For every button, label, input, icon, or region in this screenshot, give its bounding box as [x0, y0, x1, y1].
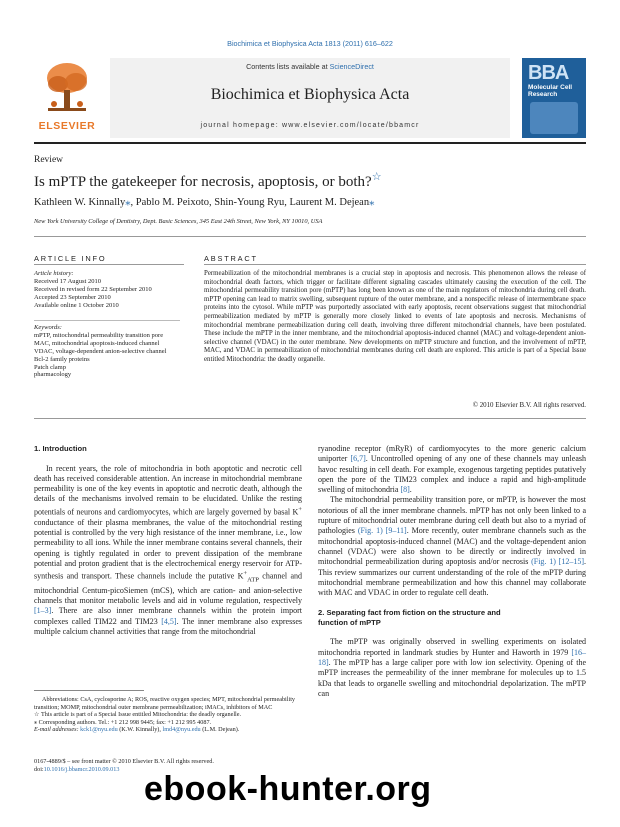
author-affiliation: New York University College of Dentistry, Dept. Basic Sciences, 345 East 24th Street, New York, NY 10010, USA: [34, 218, 323, 225]
citation-link[interactable]: (Fig. 1) [12–15]: [531, 557, 584, 567]
history-item: Received 17 August 2010: [34, 277, 101, 285]
cover-subtitle-line-1: Molecular Cell: [528, 84, 573, 91]
body-text: . This review summarizes our current understanding of the role of the mPTP during mitochondrial membrane permeabilization and how this channel may collaborate with MAC and VDAC in order to regulate cell death.: [318, 557, 586, 598]
author-name[interactable]: Kathleen W. Kinnally: [34, 197, 126, 208]
header-divider: [34, 236, 586, 237]
history-item: Accepted 23 September 2010: [34, 293, 111, 301]
body-paragraph: [318, 495, 586, 598]
doi-label: doi:: [34, 765, 44, 773]
keyword-item: VDAC, voltage-dependent anion-selective channel: [34, 347, 167, 355]
keyword-item: pharmacology: [34, 371, 72, 379]
email-link[interactable]: kck1@nyu.edu: [80, 726, 118, 733]
title-footnote-star[interactable]: ☆: [371, 171, 382, 183]
email-footnote: [34, 726, 302, 734]
publisher-name: ELSEVIER: [38, 120, 96, 132]
cover-artwork: [530, 102, 578, 134]
body-text: . The mPTP has a large caliper pore with low ion selectivity. Opening of the mPTP increases the permeability of the inner membrane for molecules up to 1.5 kDa that leads to organelle swelling and mitochondrial depolarization. The mPTP can: [318, 658, 586, 698]
author-name[interactable]: Shin-Young Ryu: [214, 197, 285, 208]
keyword-item: MAC, mitochondrial apoptosis-induced channel: [34, 339, 160, 347]
body-paragraph: [318, 444, 586, 495]
abstract-bottom-divider: [34, 418, 586, 419]
footnote-star: ☆: [34, 711, 40, 718]
abstract-copyright: © 2010 Elsevier B.V. All rights reserved.: [472, 402, 586, 409]
section-heading-introduction: 1. Introduction: [34, 444, 87, 453]
contents-prefix: Contents lists available at: [246, 62, 330, 71]
article-info-heading: ARTICLE INFO: [34, 254, 107, 263]
author-list: [34, 196, 374, 208]
corresponding-author-mark[interactable]: ⁎: [125, 197, 131, 208]
citation-link[interactable]: [8]: [400, 485, 410, 495]
email-link[interactable]: lmd4@nyu.edu: [162, 726, 201, 733]
front-matter-line: 0167-4889/$ – see front matter © 2010 Elsevier B.V. All rights reserved.: [34, 758, 214, 765]
article-type: Review: [34, 155, 64, 165]
section-heading-2-line-1: 2. Separating fact from fiction on the structure and: [318, 608, 501, 618]
citation-link[interactable]: [1–3]: [34, 606, 52, 616]
body-text: . The inner membrane also expresses multiple calcium channel activities that range from the mitochondrial: [34, 616, 302, 636]
footnotes: [34, 696, 302, 734]
email-label: E-mail addresses:: [34, 726, 81, 733]
body-paragraph: [34, 464, 302, 638]
cover-title: BBA: [528, 62, 569, 84]
body-text: In recent years, the role of mitochondria in both apoptotic and necrotic cell death has received considerable attention. An increase in mitochondrial membrane permeability is one of the key events in apoptotic and necrotic death, although the details of the mechanisms involved remain to be elucidated. Unlike the resting potentials of neurons and cardiomyocytes, which are largely governed by basal K: [34, 463, 302, 517]
abstract-rule: [204, 264, 586, 265]
article-title: [34, 170, 382, 191]
email-owner: (K.W. Kinnally),: [117, 726, 163, 733]
author-name[interactable]: Pablo M. Peixoto: [135, 197, 209, 208]
special-issue-footnote: [34, 711, 302, 719]
author-separator: ,: [130, 197, 136, 208]
footnote-divider: [34, 690, 144, 691]
contents-line: [110, 62, 510, 71]
history-item: Available online 1 October 2010: [34, 301, 119, 309]
keyword-item: Patch clamp: [34, 363, 66, 371]
masthead-divider: [34, 142, 586, 144]
journal-homepage[interactable]: journal homepage: www.elsevier.com/locate/bbamcr: [200, 122, 420, 129]
cover-subtitle-line-2: Research: [528, 91, 558, 98]
keywords-divider: [34, 320, 180, 321]
section-heading-2: [318, 608, 586, 627]
body-paragraph: [318, 637, 586, 699]
section-heading-2-line-2: function of mPTP: [318, 617, 381, 627]
citation-link[interactable]: [4,5]: [161, 616, 177, 626]
sciencedirect-link[interactable]: ScienceDirect: [329, 62, 374, 71]
citation-link[interactable]: [6,7]: [350, 454, 366, 464]
keywords-label: Keywords:: [34, 324, 62, 331]
footnote-asterisk: ⁎: [34, 718, 38, 726]
footnote-text: This article is part of a Special Issue entitled Mitochondria: the deadly organelle.: [39, 711, 242, 718]
journal-cover-image: [522, 58, 586, 138]
body-text: conductance of their plasma membranes, the value of the mitochondrial resting potential is controlled by the very high resistance of the inner membrane, i.e., low permeability to all ions. While the inner membrane contains several channels, their opening is tightly regulated in order to prevent dissipation of the membrane potential and proton gradient that is the electrochemical energy reservoir for ATP-synthesis and transport. These channels include the putative K: [34, 517, 302, 581]
body-text: . Uncontrolled opening of any one of these channels may unleash havoc resulting in cell death. For example, exogenous targeting peptides putatively open the pore of the TIM23 complex and induce a rapid and high-amplitude swelling of mitochondria: [318, 454, 586, 495]
author-separator: ,: [284, 197, 290, 208]
doi-link[interactable]: 10.1016/j.bbamcr.2010.09.013: [43, 765, 120, 773]
keyword-item: mPTP, mitochondrial permeability transition pore: [34, 331, 164, 339]
article-info-rule: [34, 264, 184, 265]
body-left-column: [34, 444, 302, 637]
subscript: ATP: [247, 576, 259, 584]
abstract-heading: ABSTRACT: [204, 254, 258, 263]
journal-title: Biochimica et Biophysica Acta: [210, 86, 410, 103]
author-separator: ,: [209, 197, 215, 208]
author-name[interactable]: Laurent M. Dejean: [289, 197, 370, 208]
body-text: ryanodine receptor (mRyR) of cardiomyocytes to the more generic calcium uniporter: [318, 444, 586, 464]
citation-link[interactable]: (Fig. 1) [9–11]: [357, 526, 407, 536]
article-title-text: Is mPTP the gatekeeper for necrosis, apoptosis, or both?: [34, 174, 372, 190]
history-item: Received in revised form 22 September 2010: [34, 285, 152, 293]
elsevier-logo: [34, 58, 100, 138]
corresponding-footnote: [34, 719, 302, 727]
body-text: The mitochondrial permeability transition pore, or mPTP, is however the most notorious of all the inner membrane channels. mPTP has not only been linked to a rupture of mitochondrial outer membrane during cell death but also to a myriad of pathologies: [318, 495, 586, 536]
email-owner: (L.M. Dejean).: [200, 726, 240, 733]
elsevier-tree-icon: [42, 60, 92, 116]
footnote-text: Corresponding authors. Tel.: +1 212 998 9445; fax: +1 212 995 4087.: [37, 718, 212, 726]
journal-masthead: [34, 58, 586, 138]
superscript: +: [298, 505, 302, 513]
body-text: channel and mitochondrial Centum-picoSiemen (mCS), which are cation- and anion-selective channels that monitor metabolic levels and aid in volume regulation, respectively: [34, 571, 302, 605]
abstract-text: Permeabilization of the mitochondrial membranes is a crucial step in apoptosis and necrosis. This phenomenon allows the release of mitochondrial death factors, which trigger or facilitate different signaling cascades ultimately causing the execution of the cell. The mitochondrial permeability transition pore (mPTP) has long been known as one of the main regulators of mitochondria during cell death. mPTP opening can lead to matrix swelling, subsequent rupture of the outer membrane, and a nonspecific release of intermembrane space proteins into the cytosol. While mPTP was purportedly associated with early apoptosis, recent observations suggest that mitochondrial permeabilization mediated by mPTP is generally more closely linked to events of late apoptosis and necrosis. Mechanisms of mitochondrial membrane permeabilization during cell death, involving three different mitochondrial channels, have been postulated. These include the mPTP in the inner membrane, and the mitochondrial apoptosis-induced channel (MAC) and voltage-dependent anion-selective channel (VDAC) in the outer membrane. New developments on mPTP structure and function, and the involvement of mPTP, MAC, and VDAC in permeabilization of mitochondrial membranes during cell death are explored. This article is part of a Special Issue entitled Mitochondria: the deadly organelle.: [204, 270, 586, 363]
keyword-item: Bcl-2 family proteins: [34, 355, 90, 363]
body-right-column: [318, 444, 586, 699]
journal-citation[interactable]: Biochimica et Biophysica Acta 1813 (2011) 616–622: [227, 39, 393, 48]
body-text: .: [409, 485, 412, 495]
keywords-list: [34, 324, 184, 379]
citation-link[interactable]: [16–18]: [318, 647, 586, 668]
corresponding-author-mark[interactable]: ⁎: [369, 197, 375, 208]
cover-subtitle: [528, 84, 572, 98]
body-text: . More recently, outer membrane channels such as the mitochondrial apoptosis-induced channel (MAC) and the voltage-dependent anion channel (VDAC) were also shown to be directly or indirectly involved in mitochondrial permeabilization during apoptosis and/or necrosis: [318, 526, 586, 567]
abbreviations-footnote: Abbreviations: CsA, cyclosporine A; ROS, reactive oxygen species; MPT, mitochondrial permeability transition; MOMP, mitochondrial outer membrane permeabilization; iMACs, inhibitors of MAC: [34, 696, 296, 711]
watermark-text: ebook-hunter.org: [144, 770, 432, 808]
journal-header-band: [110, 58, 510, 138]
body-text: The mPTP was originally observed in swelling experiments on isolated mitochondria reported in landmark studies by Hunter and Haworth in 1979: [318, 637, 586, 657]
superscript: +: [243, 570, 248, 578]
body-text: . There are also inner membrane channels within the protein import complexes called TIM22 and TIM23: [34, 606, 302, 626]
history-label: Article history:: [34, 270, 74, 277]
article-history: [34, 270, 184, 310]
